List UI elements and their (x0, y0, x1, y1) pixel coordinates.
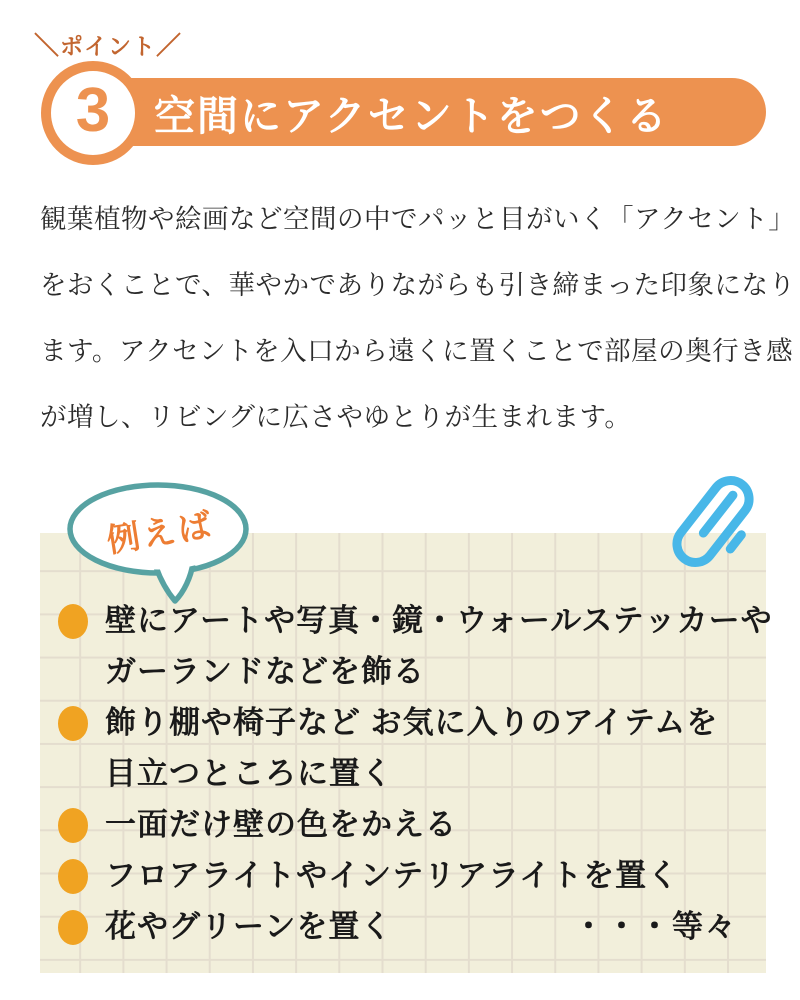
example-list (40, 595, 773, 952)
point-label-slash-right: ／ (156, 32, 183, 60)
list-item-line: 目立つところに置く (105, 756, 393, 791)
body-line: が増し、リビングに広さやゆとりが生まれます。 (40, 402, 632, 432)
list-item-line: ガーランドなどを飾る (105, 654, 425, 689)
body-line: をおくことで、華やかでありながらも引き締まった印象になり (40, 270, 796, 300)
etc-label: ・・・等々 (573, 909, 738, 944)
list-item-line: 飾り棚や椅子など お気に入りのアイテムを (105, 705, 719, 740)
list-item (40, 799, 766, 850)
body-paragraph (40, 186, 796, 450)
list-item-line: 壁にアートや写真・鏡・ウォールステッカーや (105, 603, 773, 638)
bullet-dot-icon (58, 910, 88, 945)
bullet-dot-icon (58, 604, 88, 639)
bullet-dot-icon (58, 706, 88, 741)
example-speech-bubble (60, 481, 260, 608)
list-item-line: 花やグリーンを置く (105, 909, 393, 944)
list-item (40, 595, 773, 697)
body-line: ます。アクセントを入口から遠くに置くことで部屋の奥行き感 (40, 336, 794, 366)
point-number: 3 (75, 76, 111, 145)
bullet-dot-icon (58, 859, 88, 894)
point-number-badge (41, 61, 145, 165)
page-title: 空間にアクセントをつくる (154, 92, 669, 139)
speech-bubble-label: 例えば (104, 505, 217, 559)
paperclip-icon (652, 462, 772, 582)
point-label (34, 26, 182, 62)
list-item (40, 850, 766, 901)
list-item (40, 697, 766, 799)
bullet-dot-icon (58, 808, 88, 843)
list-item (40, 901, 766, 952)
body-line: 観葉植物や絵画など空間の中でパッと目がいく「アクセント」 (40, 204, 796, 234)
title-banner (96, 78, 766, 146)
list-item-line: フロアライトやインテリアライトを置く (105, 858, 680, 893)
point-label-text: ポイント (60, 33, 157, 59)
list-item-line: 一面だけ壁の色をかえる (105, 807, 457, 842)
point-label-slash-left: ＼ (34, 32, 61, 60)
